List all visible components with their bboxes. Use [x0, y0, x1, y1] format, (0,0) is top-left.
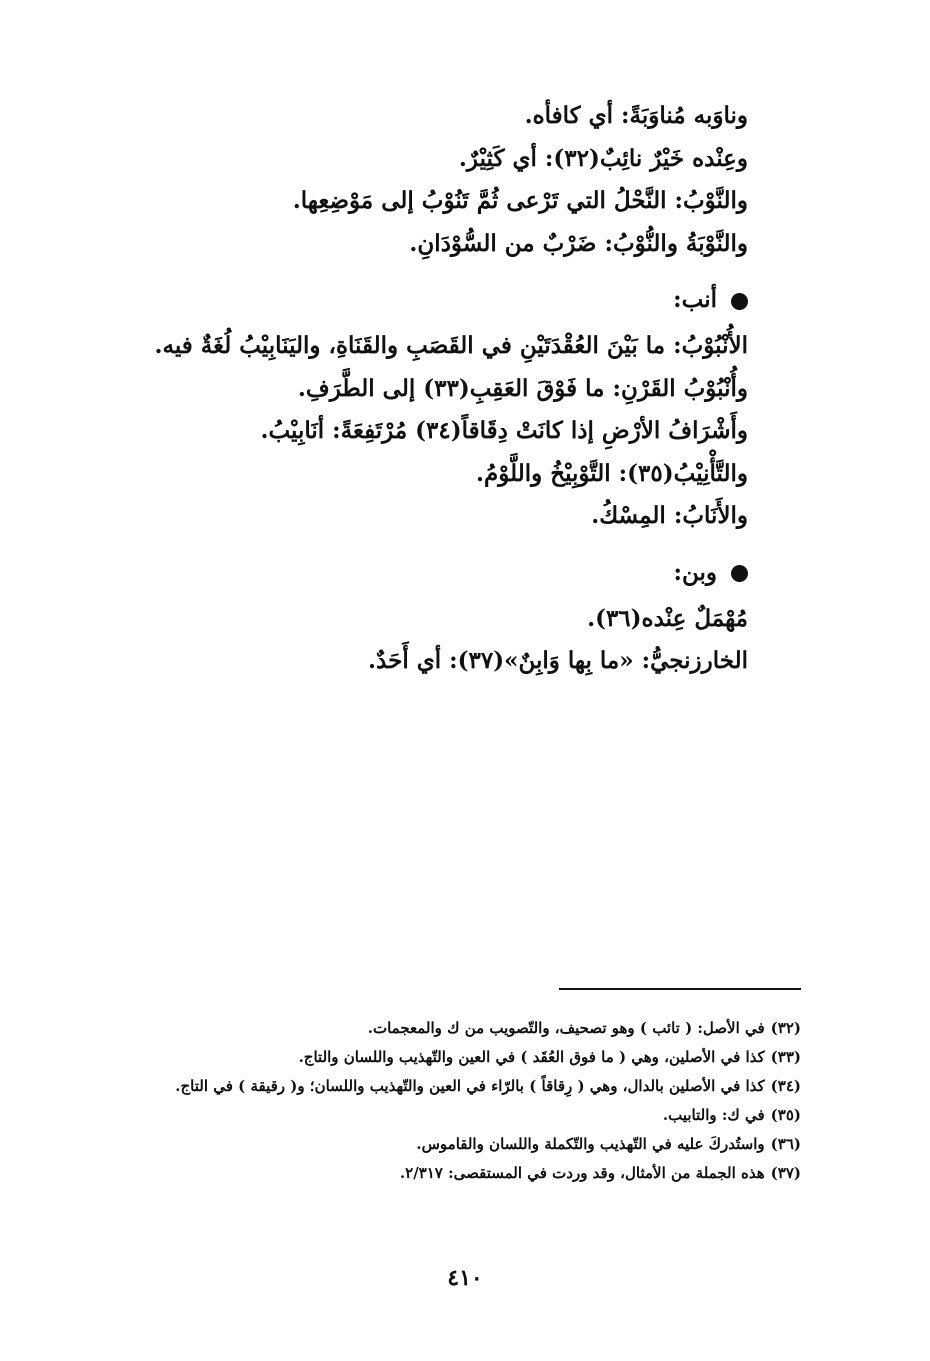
- bullet-icon: [731, 565, 748, 582]
- footnote-text: واستُدركَ عليه في التّهذيب والتّكملة واللسان والقاموس.: [416, 1135, 765, 1153]
- bullet-icon: [731, 293, 748, 310]
- text-line: والنَّوْبَةُ والنُّوْبُ: ضَرْبٌ من السُّوْدَانِ.: [409, 229, 748, 257]
- text-line: الخارزنجيُّ: «ما بِها وَابِنٌ»(٣٧): أي أَحَدٌ.: [368, 647, 748, 674]
- footnote-text: كذا في الأصلين بالدال، وهي ( رِقاقاً ) بالرّاء في العين والتّهذيب واللسان؛ و( رقيقة ) في التاج.: [175, 1077, 765, 1095]
- footnote: [86, 1014, 801, 1043]
- text-line: الأُنْبُوْبُ: ما بَيْنَ العُقْدَتَيْنِ في القَصَبِ والقَنَاةِ، واليَنَابِيْبُ لُغَةٌ فيه.: [154, 332, 748, 359]
- text-line: والتَّأْنِيْبُ(٣٥): التَّوْبِيْخُ واللَّوْمُ.: [475, 459, 748, 487]
- footnote: [86, 1130, 801, 1159]
- footnote-number: (٣٣): [770, 1048, 801, 1066]
- text-line: مُهْمَلٌ عِنْده(٣٦).: [587, 604, 748, 632]
- text-line: وأُنْبُوْبُ القَرْنِ: ما فَوْقَ العَقِبِ(٣٣) إلى الطَّرَفِ.: [297, 374, 748, 402]
- page-number: ٤١٠: [447, 1265, 483, 1291]
- entry-heading-label: وبن:: [673, 558, 717, 586]
- text-line: وعِنْده خَيْرٌ نائِبٌ(٣٢): أي كَثِيْرٌ.: [458, 144, 748, 172]
- spacer: [128, 272, 748, 286]
- footnote: [86, 1101, 801, 1130]
- footnote-text: هذه الجملة من الأمثال، وقد وردت في المستقصى: ٢/٣١٧.: [399, 1164, 765, 1182]
- footnote: [86, 1072, 801, 1101]
- footnotes: [86, 1014, 801, 1188]
- main-text: [128, 102, 748, 690]
- footnote: [86, 1159, 801, 1188]
- text-line: والأَنَابُ: المِسْكُ.: [591, 502, 748, 529]
- footnote-separator: [559, 988, 801, 990]
- text-line: والنَّوْبُ: النَّحْلُ التي تَرْعى ثُمَّ تَنُوْبُ إلى مَوْضِعِها.: [292, 187, 748, 214]
- footnote: [86, 1043, 801, 1072]
- footnote-text: في الأصل: ( تائب ) وهو تصحيف، والتّصويب من ك والمعجمات.: [367, 1019, 765, 1037]
- footnote-number: (٣٤): [770, 1077, 801, 1095]
- text-line: وأَشْرَافُ الأرْضِ إذا كانَتْ دِقَاقاً(٣٤) مُرْتَفِعَةً: أنَابِيْبُ.: [260, 417, 748, 444]
- entry-heading-label: أنب:: [673, 286, 717, 313]
- footnote-text: في ك: والتابيب.: [662, 1106, 765, 1124]
- text-line: وناوَبه مُناوَبَةً: أي كافأه.: [524, 102, 748, 129]
- spacer: [128, 545, 748, 559]
- entry-heading-anb: [128, 286, 748, 332]
- footnote-number: (٣٥): [770, 1106, 801, 1124]
- footnote-number: (٣٧): [770, 1164, 801, 1182]
- footnote-text: كذا في الأصلين، وهي ( ما فوق العُقَد ) في العين والتّهذيب واللسان والتاج.: [298, 1048, 765, 1066]
- footnote-number: (٣٢): [770, 1019, 801, 1037]
- entry-heading-wbn: [128, 559, 748, 605]
- footnote-number: (٣٦): [770, 1135, 801, 1153]
